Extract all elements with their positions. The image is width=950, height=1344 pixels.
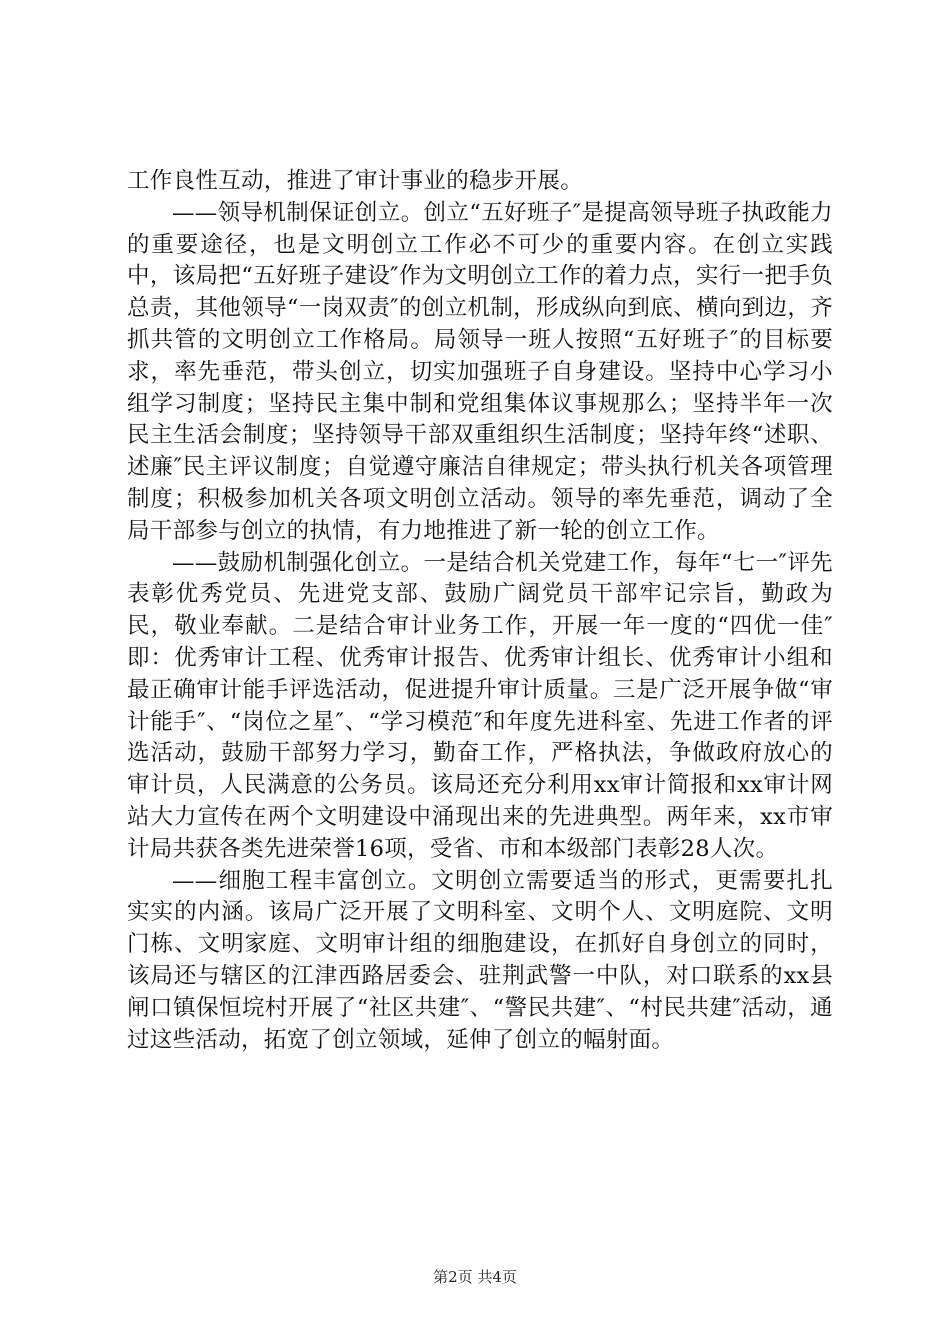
paragraph-cell-project: ——细胞工程丰富创立。文明创立需要适当的形式，更需要扎扎实实的内涵。该局广泛开展了文明科室、文明个人、文明庭院、文明门栋、文明家庭、文明审计组的细胞建设，在抓好自身创立的同时，该局还与辖区的江津西路居委会、驻荆武警一中队，对口联系的xx县闸口镇保恒垸村开展了“社区共建″、“警民共建″、“村民共建″活动，通过这些活动，拓宽了创立领域，延伸了创立的幅射面。 bbox=[127, 867, 833, 1053]
paragraph-incentive-mechanism: ——鼓励机制强化创立。一是结合机关党建工作，每年“七一″评先表彰优秀党员、先进党支部、鼓励广阔党员干部牢记宗旨，勤政为民，敬业奉献。二是结合审计业务工作，开展一年一度的“四优一佳″即：优秀审计工程、优秀审计报告、优秀审计组长、优秀审计小组和最正确审计能手评选活动，促进提升审计质量。三是广泛开展争做“审计能手″、“岗位之星″、“学习模范″和年度先进科室、先进工作者的评选活动，鼓励干部努力学习，勤奋工作，严格执法，争做政府放心的审计员，人民满意的公务员。该局还充分利用xx审计简报和xx审计网站大力宣传在两个文明建设中涌现出来的先进典型。两年来，xx市审计局共获各类先进荣誉16项，受省、市和本级部门表彰28人次。 bbox=[127, 549, 833, 862]
page-footer: 第2页 共4页 bbox=[433, 1268, 517, 1286]
paragraph-leadership-mechanism: ——领导机制保证创立。创立“五好班子″是提高领导班子执政能力的重要途径，也是文明创立工作必不可少的重要内容。在创立实践中，该局把“五好班子建设″作为文明创立工作的着力点，实行一把手负总责，其他领导“一岗双责″的创立机制，形成纵向到底、横向到边，齐抓共管的文明创立工作格局。局领导一班人按照“五好班子″的目标要求，率先垂范，带头创立，切实加强班子自身建设。坚持中心学习小组学习制度；坚持民主集中制和党组集体议事规那么；坚持半年一次民主生活会制度；坚持领导干部双重组织生活制度；坚持年终“述职、述廉″民主评议制度；自觉遵守廉洁自律规定；带头执行机关各项管理制度；积极参加机关各项文明创立活动。领导的率先垂范，调动了全局干部参与创立的执情，有力地推进了新一轮的创立工作。 bbox=[127, 199, 833, 544]
paragraph-continuation: 工作良性互动，推进了审计事业的稳步开展。 bbox=[127, 168, 584, 194]
document-body bbox=[127, 166, 833, 1056]
